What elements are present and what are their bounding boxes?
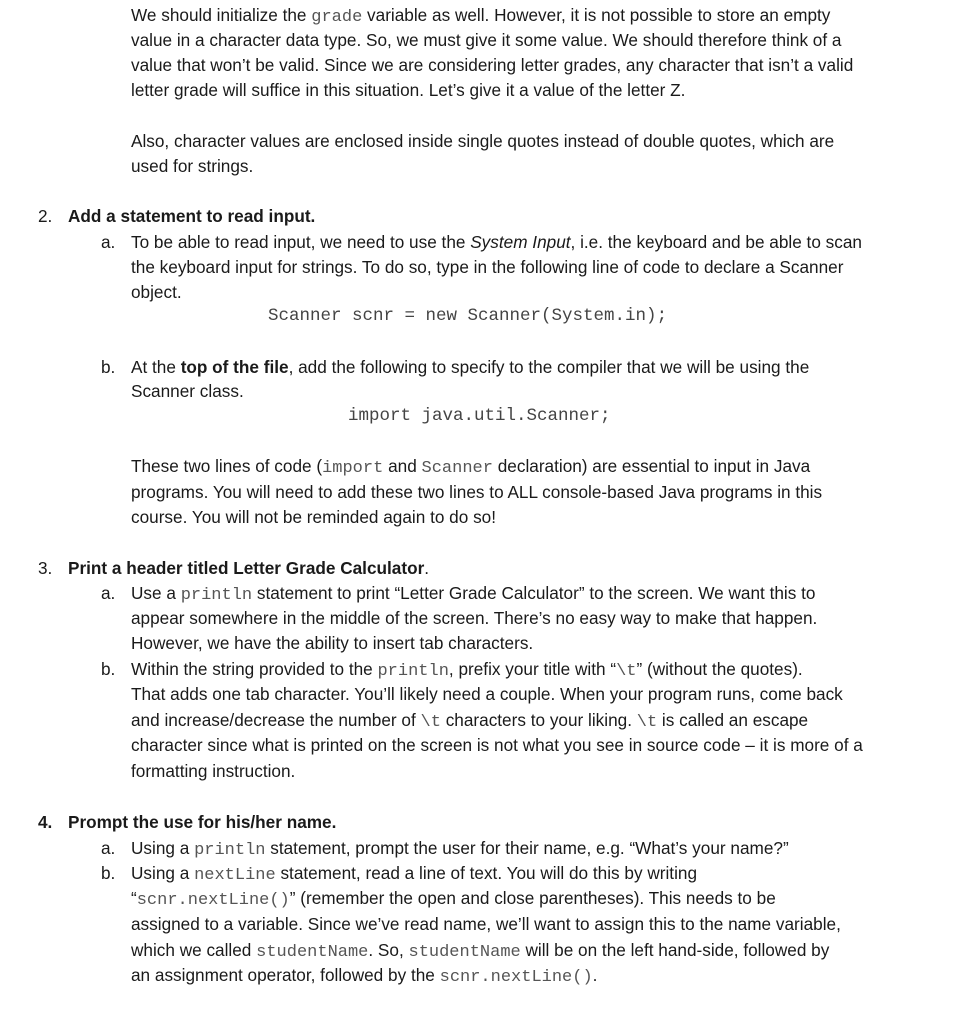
step-4-number: 4.	[38, 812, 53, 832]
inline-code-tab: \t	[636, 713, 658, 732]
inline-code-studentname: studentName	[408, 943, 521, 962]
step-3b-marker: b.	[101, 659, 116, 679]
para-grade-line-3: value that won’t be valid. Since we are considering letter grades, any character that isn’t a valid	[131, 55, 854, 75]
para-quotes-line-2: used for strings.	[131, 156, 254, 176]
step-3b-line-3: and increase/decrease the number of \t characters to your liking. \t is called an escape	[131, 710, 809, 732]
step-3a-line-1: Use a println statement to print “Letter Grade Calculator” to the screen. We want this to	[131, 583, 816, 605]
para-grade-line-4: letter grade will suffice in this situation. Let’s give it a value of the letter Z.	[131, 80, 686, 100]
inline-code-studentname: studentName	[256, 943, 369, 962]
step-3a-marker: a.	[101, 583, 116, 603]
inline-code-tab: \t	[420, 713, 441, 732]
step-3-number: 3.	[38, 558, 53, 578]
step-3-heading: Print a header titled Letter Grade Calculator.	[68, 558, 430, 578]
step-3a-line-3: However, we have the ability to insert tab characters.	[131, 633, 534, 653]
step-2-number: 2.	[38, 206, 53, 226]
step-2b-line-2: Scanner class.	[131, 381, 244, 401]
code-import-scanner: import java.util.Scanner;	[348, 406, 611, 426]
step-3b-line-2: That adds one tab character. You’ll likely need a couple. When your program runs, come back	[131, 684, 843, 704]
inline-code-scnr-nextline: scnr.nextLine()	[136, 891, 290, 910]
step-3b-line-5: formatting instruction.	[131, 761, 296, 781]
step-2b-line-1: At the top of the file, add the following to specify to the compiler that we will be using the	[131, 357, 810, 377]
para-grade-line-2: value in a character data type. So, we must give it some value. We should therefore think of a	[131, 30, 842, 50]
step-3b-line-1: Within the string provided to the println, prefix your title with “\t” (without the quotes).	[131, 659, 803, 681]
inline-code-nextline: nextLine	[194, 866, 276, 885]
para-grade-line-1: We should initialize the grade variable as well. However, it is not possible to store an empty	[131, 5, 831, 27]
inline-code-scnr-nextline: scnr.nextLine()	[439, 968, 593, 987]
step-2a-line-3: object.	[131, 282, 182, 302]
step-3b-line-4: character since what is printed on the screen is not what you see in source code – it is more of a	[131, 735, 863, 755]
inline-code-println: println	[194, 841, 266, 860]
step-2a-marker: a.	[101, 232, 116, 252]
step-4b-line-1: Using a nextLine statement, read a line of text. You will do this by writing	[131, 863, 698, 885]
note-line-3: course. You will not be reminded again to do so!	[131, 507, 496, 527]
inline-code-tab: \t	[616, 662, 637, 681]
step-4b-line-3: assigned to a variable. Since we’ve read name, we’ll want to assign this to the name variable,	[131, 914, 841, 934]
inline-code-println: println	[180, 586, 253, 605]
inline-code-println: println	[377, 662, 449, 681]
step-2-heading: Add a statement to read input.	[68, 206, 316, 226]
step-4b-line-5: an assignment operator, followed by the scnr.nextLine().	[131, 965, 598, 987]
step-4b-marker: b.	[101, 863, 116, 883]
note-line-1: These two lines of code (import and Scanner declaration) are essential to input in Java	[131, 456, 811, 478]
step-4a-marker: a.	[101, 838, 116, 858]
inline-code-import: import	[322, 459, 384, 478]
system-input-emphasis: System Input	[470, 232, 571, 252]
step-4b-line-2: “scnr.nextLine()” (remember the open and close parentheses). This needs to be	[131, 888, 776, 910]
step-4-heading: Prompt the use for his/her name.	[68, 812, 337, 832]
step-3a-line-2: appear somewhere in the middle of the screen. There’s no easy way to make that happen.	[131, 608, 818, 628]
step-4b-line-4: which we called studentName. So, studentName will be on the left hand-side, followed by	[131, 940, 830, 962]
code-scanner-declaration: Scanner scnr = new Scanner(System.in);	[268, 306, 668, 326]
step-2b-marker: b.	[101, 357, 116, 377]
inline-code-scanner: Scanner	[421, 459, 493, 478]
para-quotes-line-1: Also, character values are enclosed inside single quotes instead of double quotes, which are	[131, 131, 835, 151]
step-2a-line-1: To be able to read input, we need to use the System Input, i.e. the keyboard and be able to scan	[131, 232, 862, 252]
step-4a-line-1: Using a println statement, prompt the user for their name, e.g. “What’s your name?”	[131, 838, 789, 860]
step-2a-line-2: the keyboard input for strings. To do so, type in the following line of code to declare a Scanner	[131, 257, 844, 277]
note-line-2: programs. You will need to add these two lines to ALL console-based Java programs in this	[131, 482, 823, 502]
inline-code-grade: grade	[311, 8, 363, 27]
